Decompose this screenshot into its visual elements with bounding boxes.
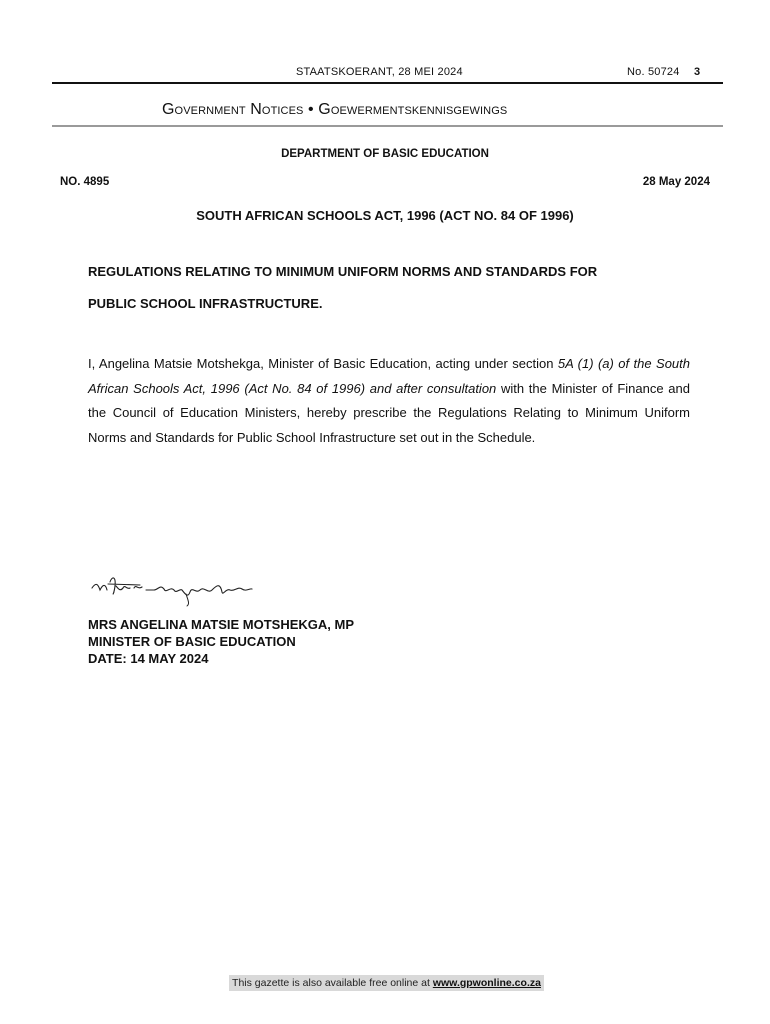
section-title-afrikaans: Goewermentskennisgewings: [318, 101, 508, 118]
regulations-title-line1: REGULATIONS RELATING TO MINIMUM UNIFORM NORMS AND STANDARDS FOR: [88, 264, 598, 279]
signatory-block: [88, 616, 354, 667]
section-title-separator: •: [308, 101, 314, 118]
regulations-title-line2: PUBLIC SCHOOL INFRASTRUCTURE.: [88, 296, 323, 311]
section-title-english: Government Notices: [162, 101, 304, 118]
signatory-name: MRS ANGELINA MATSIE MOTSHEKGA, MP: [88, 617, 355, 632]
section-title: [162, 101, 507, 119]
signatory-date: DATE: 14 MAY 2024: [88, 651, 209, 666]
gazette-date: STAATSKOERANT, 28 MEI 2024: [296, 66, 463, 78]
gazette-number: No. 50724: [627, 66, 680, 78]
header-rule: [52, 82, 723, 84]
notice-body-part3: with the Minister of Finance and the Council of Education Ministers, hereby prescribe the Regulations Relating to Minimum Uniform Norms and Standards for Public School Infrastructure set out in the Schedule.: [88, 380, 690, 445]
signatory-title: MINISTER OF BASIC EDUCATION: [88, 634, 296, 649]
footer-text: This gazette is also available free online at: [232, 977, 433, 989]
notice-body: [88, 352, 690, 450]
notice-number: NO. 4895: [60, 176, 110, 188]
footer-banner: [229, 975, 544, 991]
handwritten-signature: [90, 572, 260, 608]
section-rule: [52, 125, 723, 127]
notice-body-part1: I, Angelina Matsie Motshekga, Minister of Basic Education, acting under section: [88, 356, 558, 371]
act-title: SOUTH AFRICAN SCHOOLS ACT, 1996 (ACT NO. 84 OF 1996): [196, 208, 574, 223]
notice-date: 28 May 2024: [642, 176, 710, 188]
notice-body-citation: 5A (1) (a) of the South African Schools Act, 1996 (Act No. 84 of 1996) and after consultation: [88, 356, 690, 396]
page-number: 3: [694, 66, 701, 78]
department-heading: DEPARTMENT OF BASIC EDUCATION: [281, 148, 489, 160]
footer-link[interactable]: www.gpwonline.co.za: [432, 977, 541, 989]
